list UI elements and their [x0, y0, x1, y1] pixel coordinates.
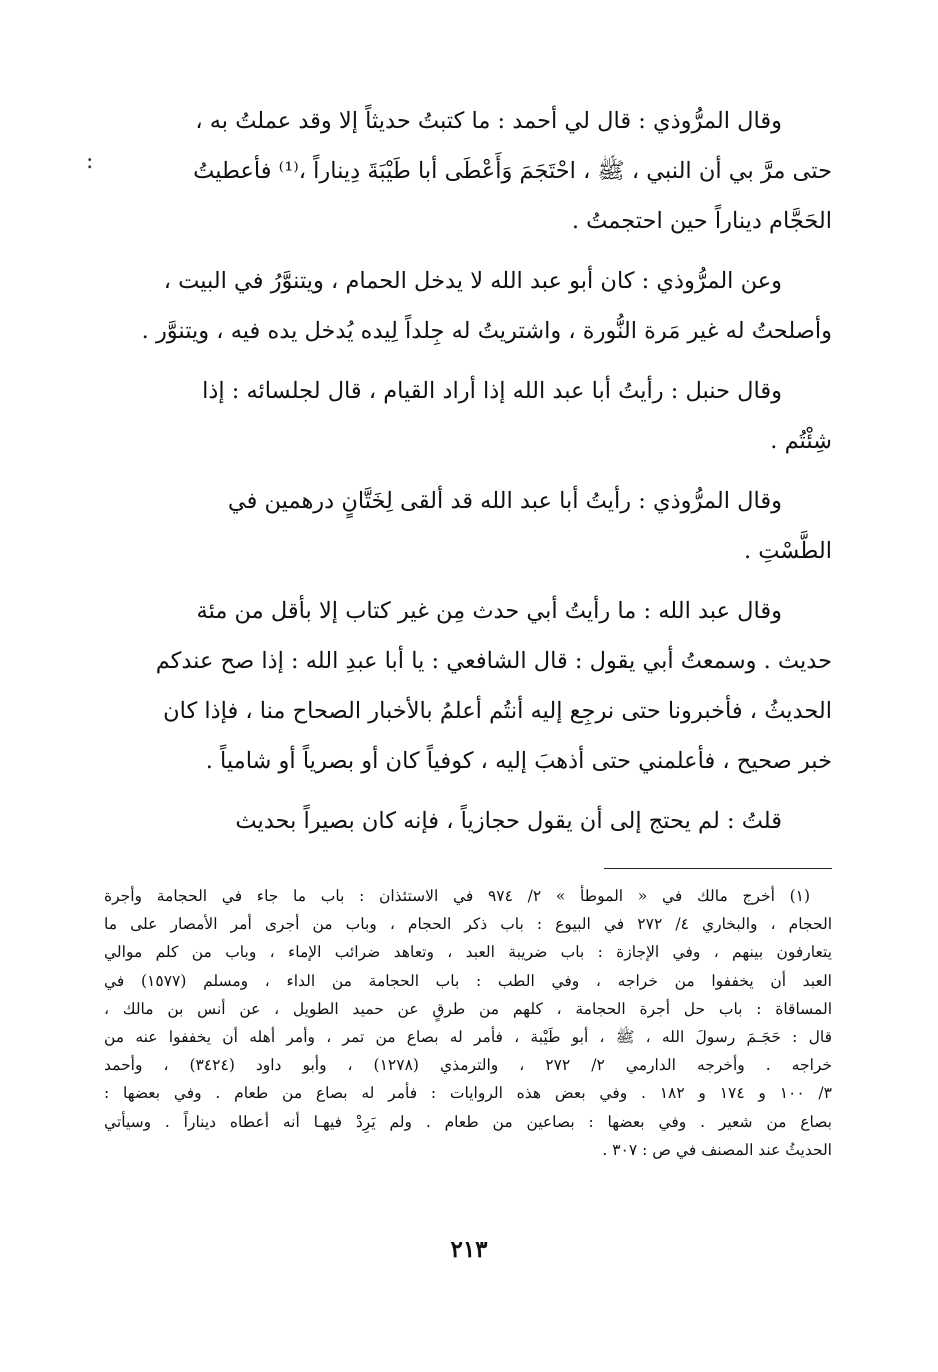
paragraph — [104, 366, 832, 466]
page-number: ٢١٣ — [450, 1236, 488, 1263]
footnote-line: خراجه . وأخرجه الدارمي ٢/ ٢٧٢ ، والترمذي (١٢٧٨) ، وأبو داود (٣٤٢٤) ، وأحمد — [104, 1056, 833, 1075]
text-line: وقال المرُّوذي : رأيتُ أبا عبد الله قد ألقى لِخَتَّانٍ درهمين في — [227, 488, 782, 514]
footnote-line: يتعارفون بينهم ، وفي الإجازة : باب ضريبة العبد ، وتعاهد ضرائب الإماء ، وباب من كلم موالي — [104, 943, 832, 962]
footnote-line: ٣/ ١٠٠ و ١٧٤ و ١٨٢ . وفي بعض هذه الروايات : فأمر له بصاع من طعام . وفي بعضها : — [104, 1084, 832, 1103]
text-line: الحَجَّام ديناراً حين احتجمتُ . — [571, 208, 832, 234]
text-line: وقال المرُّوذي : قال لي أحمد : ما كتبتُ حديثاً إلا وقد عملتُ به ، — [195, 108, 782, 134]
footnote-divider — [604, 868, 832, 869]
main-text — [104, 96, 832, 856]
paragraph — [104, 586, 832, 786]
footnote-line: المساقاة : باب حل أجرة الحجامة ، كلهم من طرقٍ عن حميد الطويل ، عن أنس بن مالك ، — [104, 999, 832, 1018]
footnote-line: قال : حَجَـمَ رسولَ الله ، ﷺ ، أبو طَيْبة ، فأمر له بصاع من تمر ، وأمر أهله أن يخففوا عنه من — [104, 1028, 832, 1047]
footnote-line: الحجام ، والبخاري ٤/ ٢٧٢ في البيوع : باب ذكر الحجام ، وباب من أجرى أمر الأمصار على ما — [104, 915, 832, 934]
text-line: قلتُ : لم يحتج إلى أن يقول حجازياً ، فإنه كان بصيراً بحديث — [235, 808, 782, 834]
text-line: خبر صحيح ، فأعلمني حتى أذهبَ إليه ، كوفياً كان أو بصرياً أو شامياً . — [205, 748, 832, 774]
text-line: الطَّسْتِ . — [743, 538, 832, 564]
text-line: حديث . وسمعتُ أبي يقول : قال الشافعي : يا أبا عبدِ الله : إذا صح عندكم — [155, 648, 832, 674]
text-line: حتى مرَّ بي أن النبي ، ﷺ ، احْتَجَمَ وَأَعْطَى أبا طَيْبَةَ دِيناراً ،⁽¹⁾ فأعطيتُ — [193, 158, 832, 184]
paragraph — [104, 96, 832, 246]
footnote — [104, 882, 832, 1164]
margin-mark: : — [86, 149, 94, 174]
footnote-line: العبد أن يخففوا من خراجه ، وفي الطب : باب الحجامة من الداء ، ومسلم (١٥٧٧) في — [104, 971, 832, 990]
footnote-line: بصاع من شعير . وفي بعضها : بصاعين من طعام . ولم يَرِدْ فيهـا أنه أعطاه ديناراً . وسيأتي — [104, 1112, 832, 1131]
text-line: وقال عبد الله : ما رأيتُ أبي حدث مِن غير كتاب إلا بأقل من مئة — [196, 598, 782, 624]
paragraph — [104, 256, 832, 356]
paragraph — [104, 796, 832, 846]
text-line: وقال حنبل : رأيتُ أبا عبد الله إذا أراد القيام ، قال لجلسائه : إذا — [202, 378, 782, 404]
text-line: وعن المرُّوذي : كان أبو عبد الله لا يدخل الحمام ، ويتنوَّرُ في البيت ، — [163, 268, 782, 294]
text-line: شِئْتُم . — [770, 428, 832, 454]
paragraph — [104, 476, 832, 576]
text-line: الحديثُ ، فأخبرونا حتى نرجِع إليه أنتُم أعلمُ بالأخبار الصحاح منا ، فإذا كان — [163, 698, 832, 724]
footnote-line: (١) أخرج مالك في « الموطأ » ٢/ ٩٧٤ في الاستئذان : باب ما جاء في الحجامة وأجرة — [104, 887, 811, 905]
footnote-line: الحديثُ عند المصنف في ص : ٣٠٧ . — [602, 1140, 832, 1159]
text-line: وأصلحتُ له غير مَرة النُّورة ، واشتريتُ له جِلداً لِيده يُدخل يده فيه ، ويتنوَّر . — [141, 318, 832, 344]
